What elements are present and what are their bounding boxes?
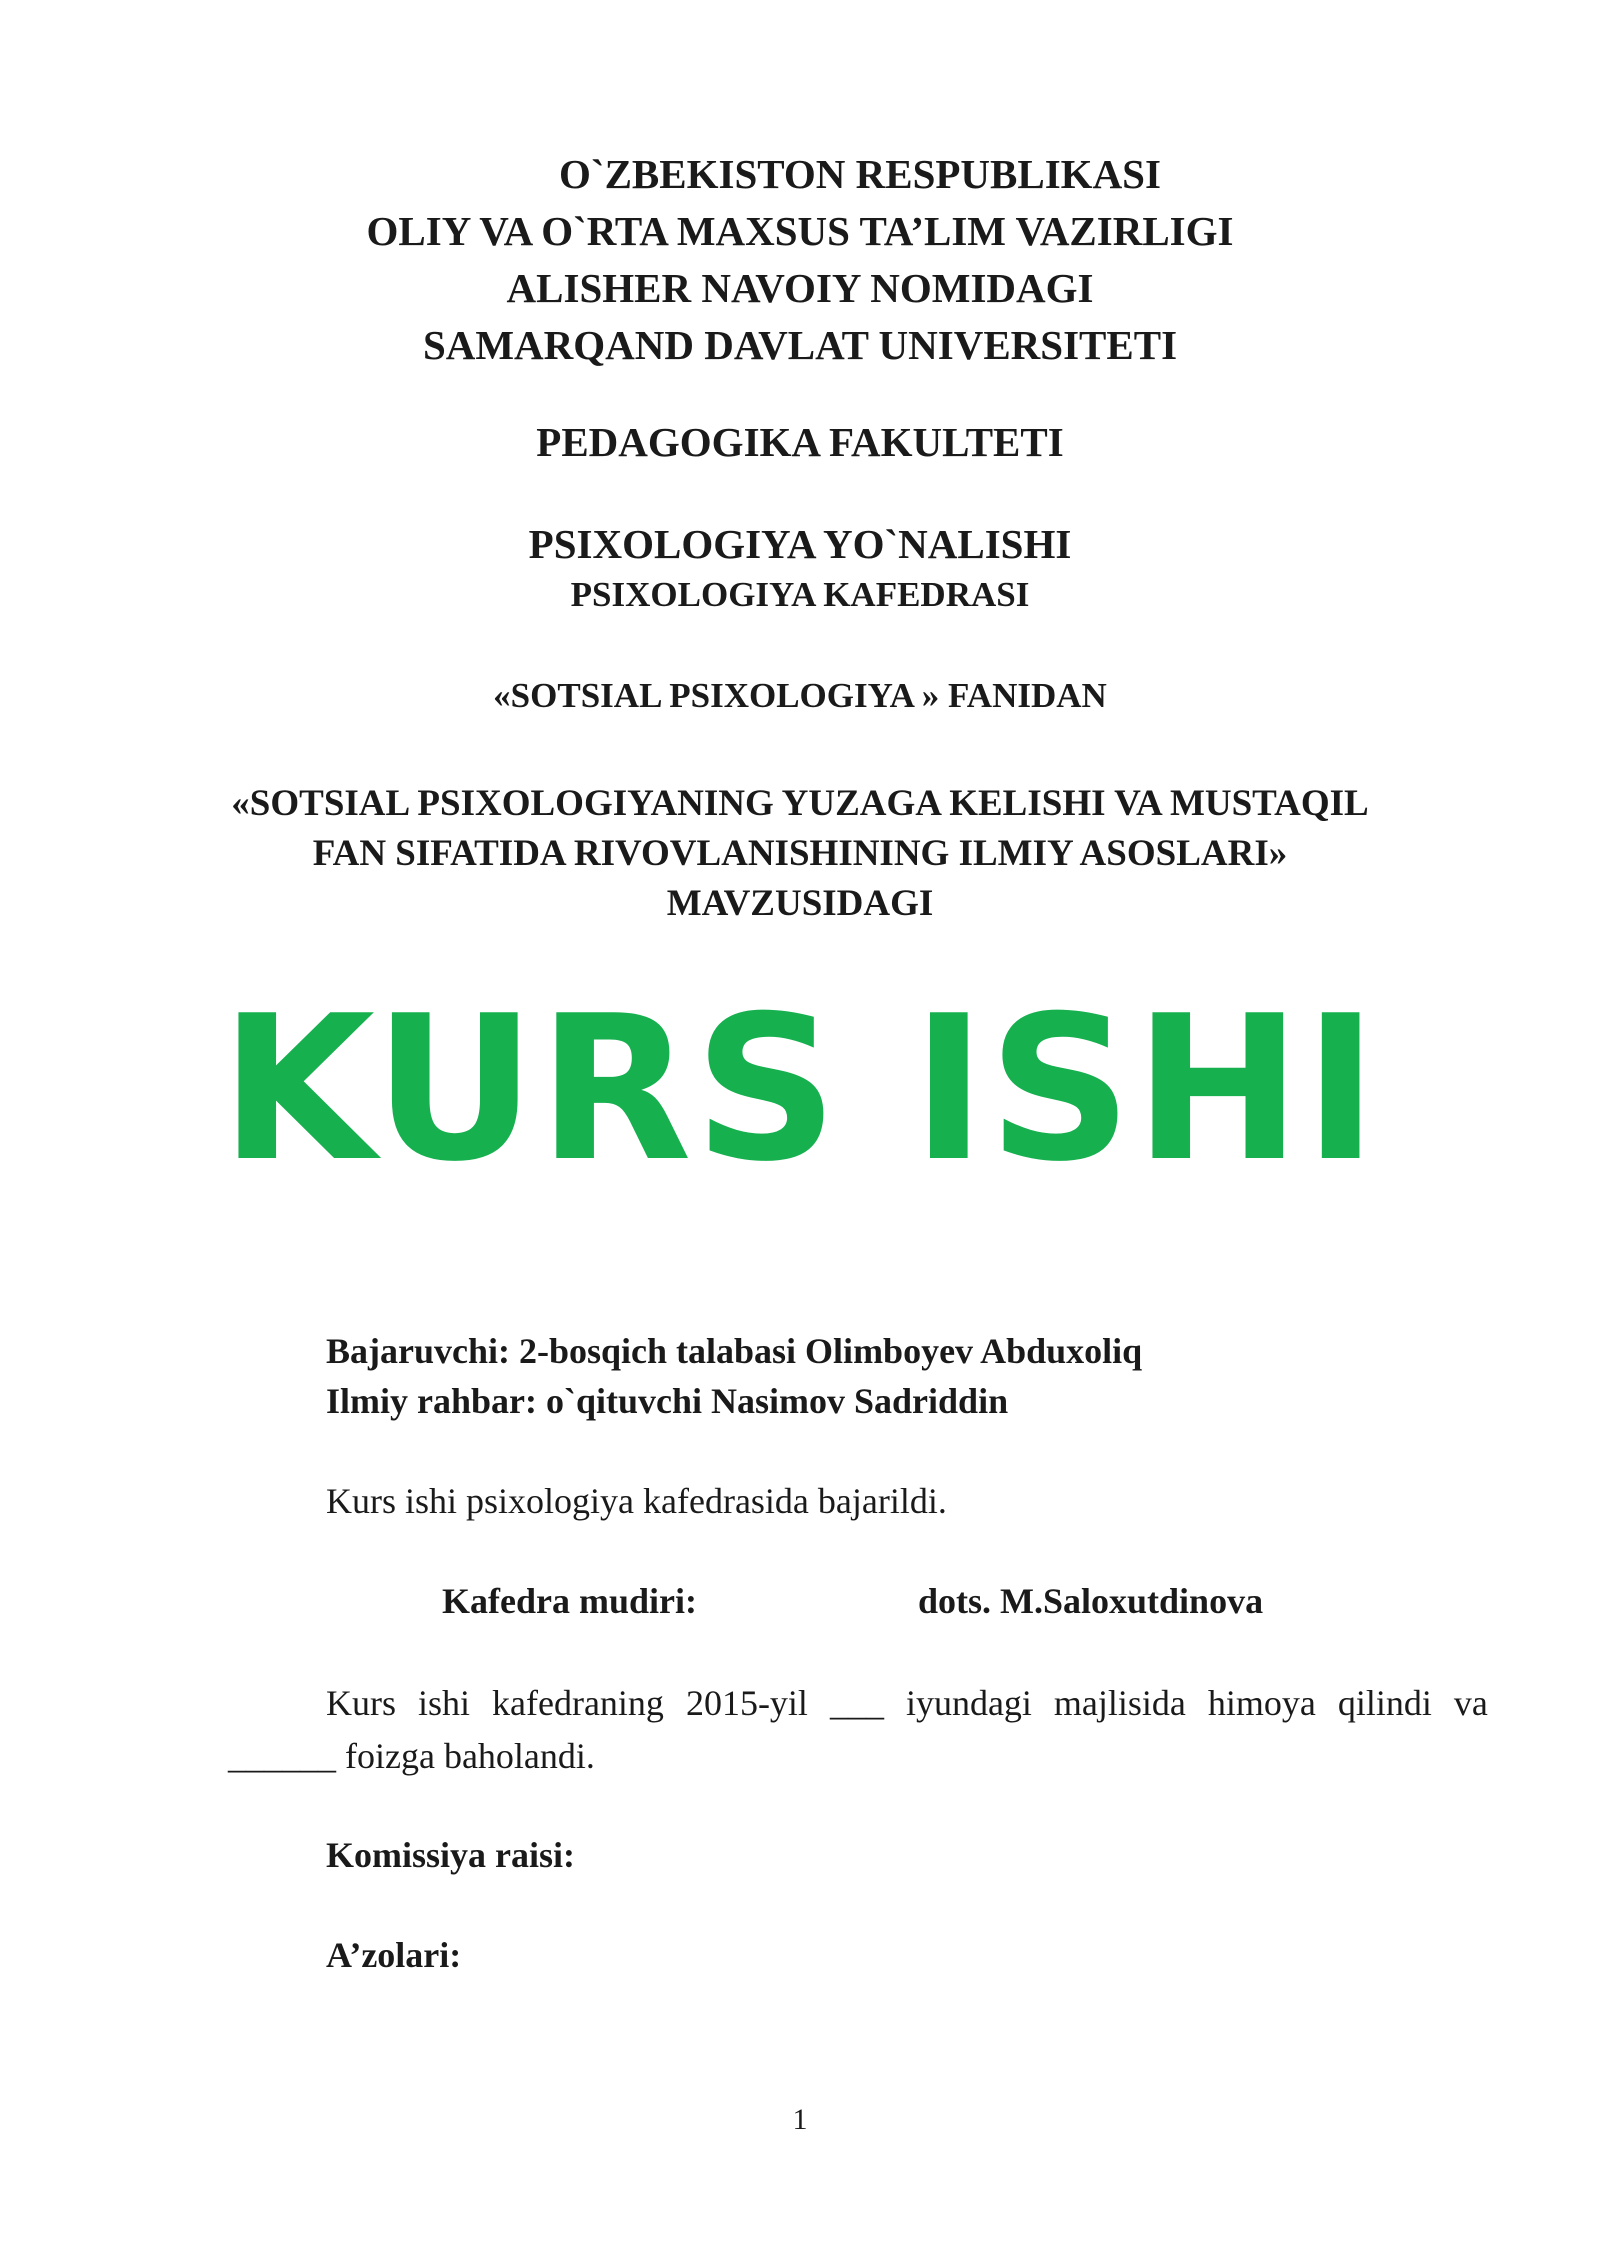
defense-note-line-1 [326,1678,1488,1729]
faculty-name: PEDAGOGIKA FAKULTETI [536,419,1064,465]
commission-chair-label: Komissiya raisi: [326,1835,575,1875]
executor-line: Bajaruvchi: 2-bosqich talabasi Olimboyev Abduxoliq [326,1331,1143,1371]
head-of-department-label: Kafedra mudiri: [442,1581,697,1621]
department-name: PSIXOLOGIYA KAFEDRASI [570,575,1030,614]
defense-note-word: va [1453,1683,1488,1723]
header-line-university: SAMARQAND DAVLAT UNIVERSITETI [422,322,1178,368]
defense-note-word: majlisida [1053,1683,1186,1723]
defense-note-line-2: ______ foizga baholandi. [228,1736,595,1776]
defense-note-word: himoya [1207,1683,1316,1723]
header-line-ministry: OLIY VA O`RTA MAXSUS TA’LIM VAZIRLIGI [366,208,1234,254]
defense-note-word: ___ [829,1683,884,1723]
page-number: 1 [792,2103,808,2136]
topic-line-3: MAVZUSIDAGI [666,883,934,924]
head-of-department-name: dots. M.Saloxutdinova [918,1581,1264,1621]
completed-note: Kurs ishi psixologiya kafedrasida bajarildi. [326,1481,947,1521]
topic-line-2: FAN SIFATIDA RIVOVLANISHINING ILMIY ASOSLARI» [312,833,1288,874]
defense-note-word: Kurs [326,1683,396,1723]
members-label: A’zolari: [326,1935,462,1975]
header-line-named-after: ALISHER NAVOIY NOMIDAGI [506,265,1094,311]
defense-note-word: kafedraning [492,1683,664,1723]
header-line-republic: O`ZBEKISTON RESPUBLIKASI [559,151,1161,197]
subject-name: «SOTSIAL PSIXOLOGIYA » FANIDAN [493,676,1107,715]
defense-note-word: qilindi [1337,1683,1432,1723]
defense-note-word: 2015-yil [685,1683,808,1723]
supervisor-line: Ilmiy rahbar: o`qituvchi Nasimov Sadriddin [326,1381,1009,1421]
defense-note-word: ishi [418,1683,471,1723]
direction-name: PSIXOLOGIYA YO`NALISHI [528,521,1072,567]
topic-line-1: «SOTSIAL PSIXOLOGIYANING YUZAGA KELISHI VA MUSTAQIL [231,783,1369,824]
defense-note-word: iyundagi [905,1683,1032,1723]
document-title: KURS ISHI [220,973,1380,1206]
